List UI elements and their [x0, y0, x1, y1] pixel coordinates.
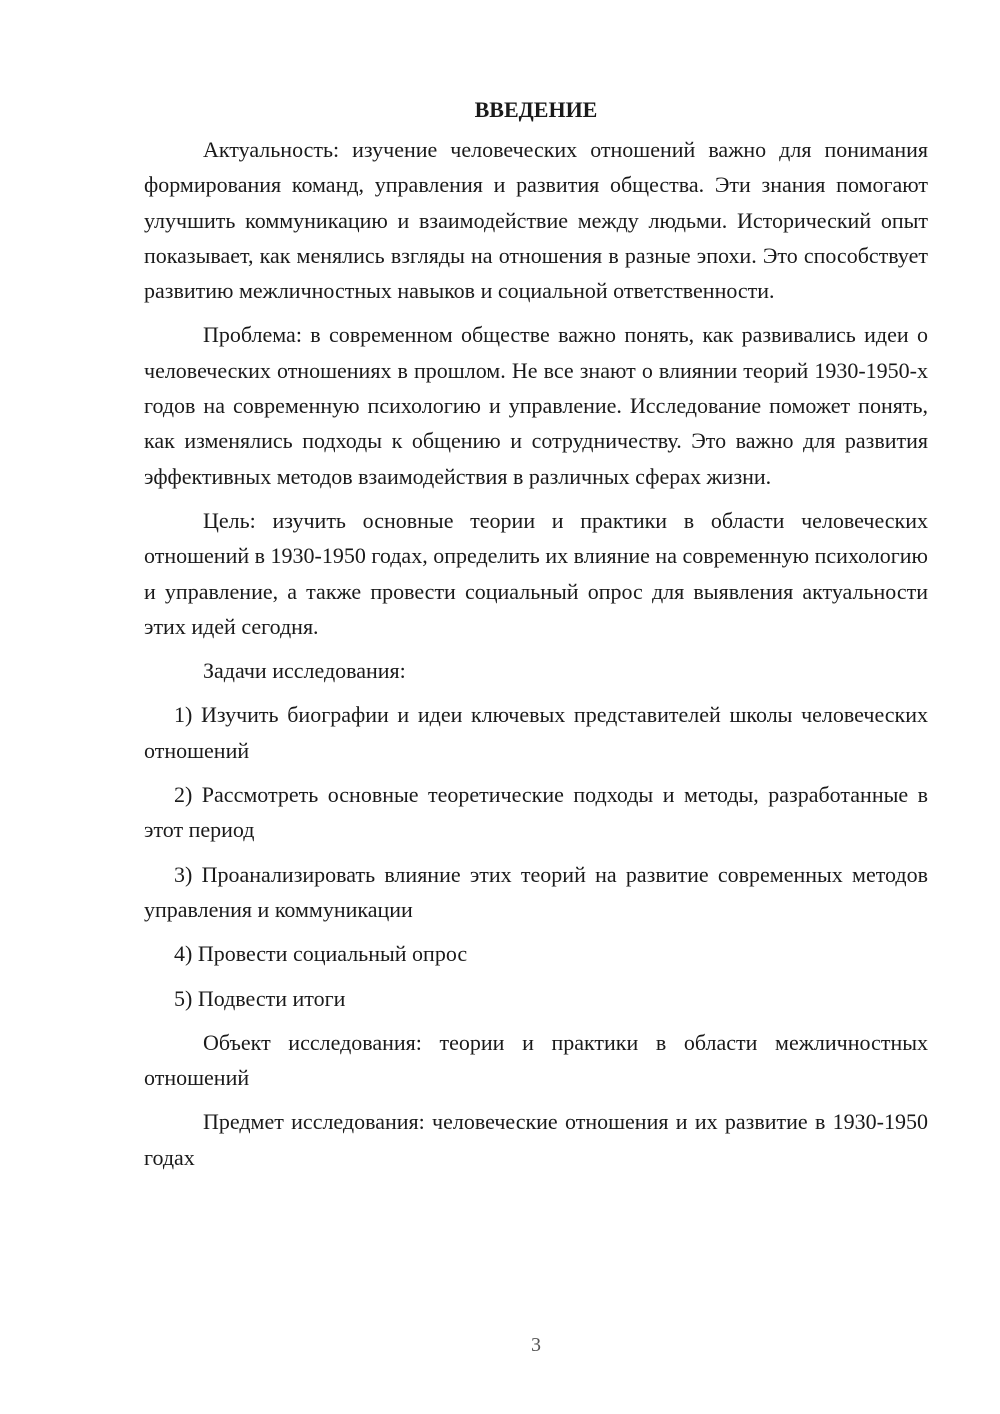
task-item-3: 3) Проанализировать влияние этих теорий на развитие современных методов управления и коммуникации [144, 861, 928, 922]
relevance-paragraph: Актуальность: изучение человеческих отношений важно для понимания формирования команд, управления и развития общества. Эти знания помогают улучшить коммуникацию и взаимодействие между людьми. Исторический опыт показывает, как менялись взгляды на отношения в разные эпохи. Это способствует развитию межличностных навыков и социальной ответственности. [144, 137, 928, 304]
task-item-4: 4) Провести социальный опрос [174, 941, 468, 967]
tasks-intro: Задачи исследования: [203, 658, 406, 684]
section-heading: ВВЕДЕНИЕ [474, 97, 598, 122]
goal-paragraph: Цель: изучить основные теории и практики в области человеческих отношений в 1930-1950 годах, определить их влияние на современную психологию и управление, а также провести социальный опрос для выявления актуальности этих идей сегодня. [144, 507, 928, 639]
object-paragraph: Объект исследования: теории и практики в области межличностных отношений [144, 1029, 928, 1091]
problem-paragraph: Проблема: в современном обществе важно понять, как развивались идеи о человеческих отношениях в прошлом. Не все знают о влиянии теорий 1930-1950-х годов на современную психологию и управление. Исследование поможет понять, как изменялись подходы к общению и сотрудничеству. Это важно для развития эффективных методов взаимодействия в различных сферах жизни. [144, 322, 928, 489]
page-number: 3 [531, 1334, 541, 1356]
document-page [144, 92, 928, 1184]
subject-paragraph: Предмет исследования: человеческие отношения и их развитие в 1930-1950 годах [144, 1109, 928, 1170]
task-item-2: 2) Рассмотреть основные теоретические подходы и методы, разработанные в этот период [144, 782, 928, 843]
task-item-1: 1) Изучить биографии и идеи ключевых представителей школы человеческих отношений [144, 702, 928, 763]
task-item-5: 5) Подвести итоги [174, 985, 346, 1011]
